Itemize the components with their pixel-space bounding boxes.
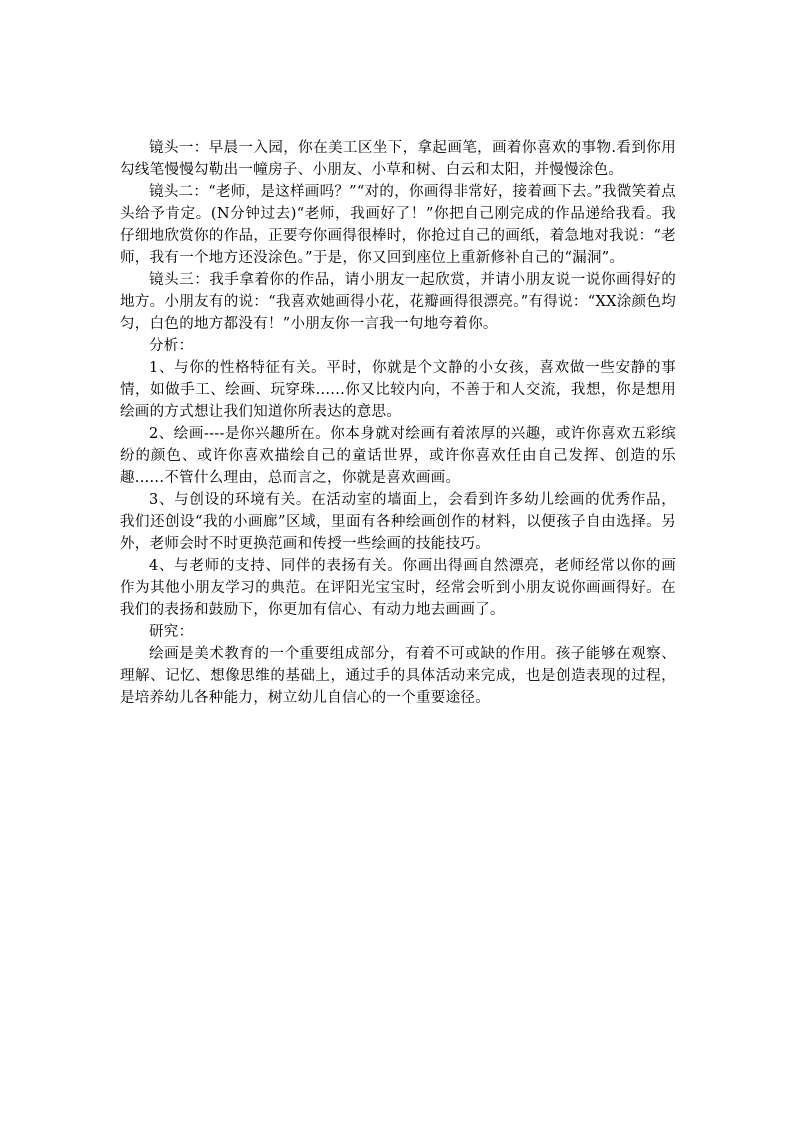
paragraph-scene-one: 镜头一：早晨一入园，你在美工区坐下，拿起画笔，画着你喜欢的事物.看到你用勾线笔慢慢勾勒出一幢房子、小朋友、小草和树、白云和太阳，并慢慢涂色。 bbox=[120, 140, 676, 178]
paragraph-analysis-3: 3、与创设的环境有关。在活动室的墙面上，会看到许多幼儿绘画的优秀作品，我们还创设“我的小画廊”区域，里面有各种绘画创作的材料，以便孩子自由选择。另外，老师会时不时更换范画和传授一些绘画的技能技巧。 bbox=[120, 492, 676, 552]
paragraph-analysis-2: 2、绘画----是你兴趣所在。你本身就对绘画有着浓厚的兴趣，或许你喜欢五彩缤纷的颜色、或许你喜欢描绘自己的童话世界，或许你喜欢任由自己发挥、创造的乐趣......不管什么理由，总而言之，你就是喜欢画画。 bbox=[120, 426, 676, 486]
paragraph-scene-two: 镜头二：“老师，是这样画吗？”“对的，你画得非常好，接着画下去。”我微笑着点头给予肯定。(N分钟过去)“老师，我画好了！”你把自己刚完成的作品递给我看。我仔细地欣赏你的作品，正要夸你画得很棒时，你抢过自己的画纸，着急地对我说：“老师，我有一个地方还没涂色。”于是，你又回到座位上重新修补自己的“漏洞”。 bbox=[120, 184, 676, 266]
paragraph-scene-three: 镜头三：我手拿着你的作品，请小朋友一起欣赏，并请小朋友说一说你画得好的地方。小朋友有的说：“我喜欢她画得小花，花瓣画得很漂亮。”有得说：“XX涂颜色均匀，白色的地方都没有！”小朋友你一言我一句地夸着你。 bbox=[120, 272, 676, 332]
heading-research: 研究： bbox=[149, 624, 194, 640]
paragraph-analysis-1: 1、与你的性格特征有关。平时，你就是个文静的小女孩，喜欢做一些安静的事情，如做手工、绘画、玩穿珠......你又比较内向，不善于和人交流，我想，你是想用绘画的方式想让我们知道你所表达的意思。 bbox=[120, 360, 676, 420]
document-body bbox=[120, 137, 676, 709]
paragraph-analysis-4: 4、与老师的支持、同伴的表扬有关。你画出得画自然漂亮，老师经常以你的画作为其他小朋友学习的典范。在评阳光宝宝时，经常会听到小朋友说你画画得好。在我们的表扬和鼓励下，你更加有信心、有动力地去画画了。 bbox=[120, 558, 676, 618]
heading-analysis: 分析： bbox=[149, 338, 194, 354]
paragraph-research: 绘画是美术教育的一个重要组成部分，有着不可或缺的作用。孩子能够在观察、理解、记忆、想像思维的基础上，通过手的具体活动来完成，也是创造表现的过程，是培养幼儿各种能力，树立幼儿自信心的一个重要途径。 bbox=[120, 646, 676, 706]
